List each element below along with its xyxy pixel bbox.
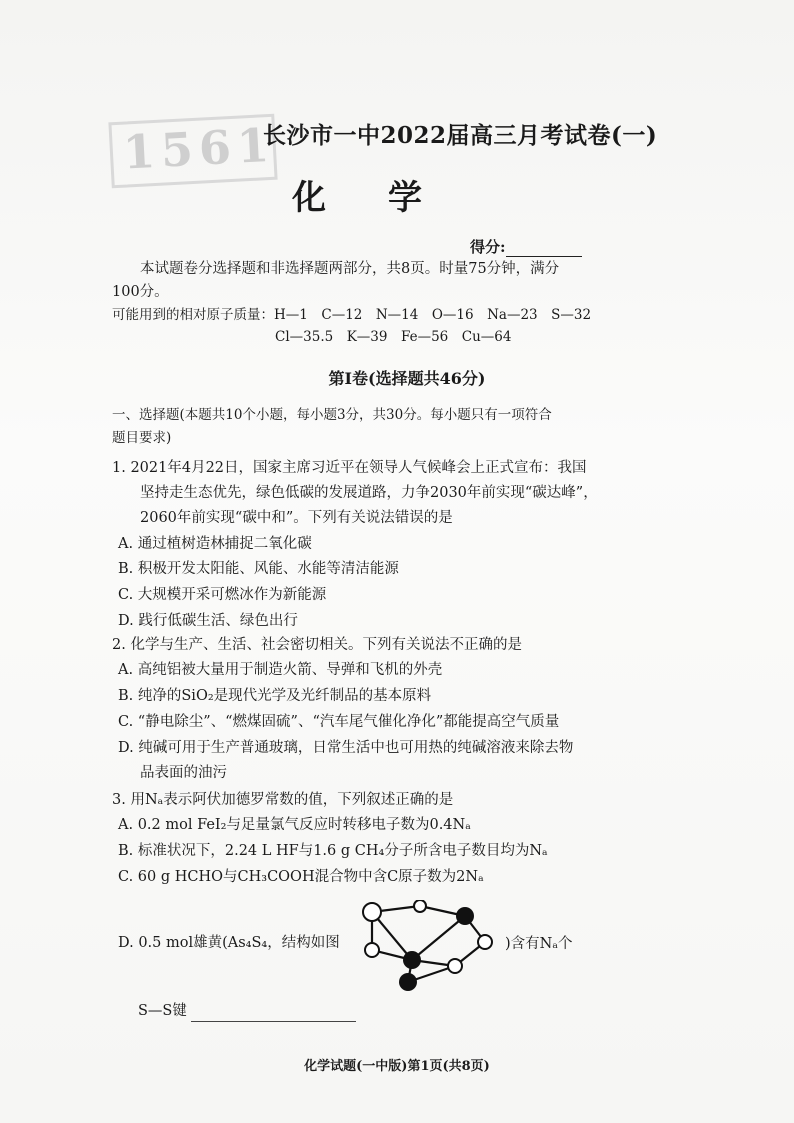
part1-title: 第Ⅰ卷(选择题共46分) (328, 369, 486, 388)
subject-title: 化学 (292, 178, 484, 218)
q2-option-d-cont: 品表面的油污 (140, 765, 227, 781)
q2-option-a: A. 高纯铝被大量用于制造火箭、导弹和飞机的外壳 (118, 662, 443, 678)
q3-option-d-cont (138, 1000, 728, 1022)
q2-option-d: D. 纯碱可用于生产普通玻璃，日常生活中也可用热的纯碱溶液来除去物 (118, 740, 574, 756)
q1-option-a: A. 通过植树造林捕捉二氧化碳 (118, 536, 312, 552)
q2-stem: 2. 化学与生产、生活、社会密切相关。下列有关说法不正确的是 (112, 637, 522, 653)
score-field (470, 236, 582, 257)
q1-stem-1: 1. 2021年4月22日，国家主席习近平在领导人气候峰会上正式宣布：我国 (112, 460, 587, 476)
page-footer: 化学试题(一中版)第1页(共8页) (304, 1059, 490, 1074)
q3-option-d-cont-text: S—S键 (138, 1003, 187, 1019)
section-heading-cont: 题目要求) (112, 430, 172, 446)
q3-option-d-suffix: )含有Nₐ个 (505, 936, 573, 952)
score-label: 得分: (470, 238, 506, 256)
faded-stamp: 1561 (108, 114, 277, 189)
q1-stem-3: 2060年前实现“碳中和”。下列有关说法错误的是 (140, 510, 453, 526)
q3-stem: 3. 用Nₐ表示阿伏加德罗常数的值，下列叙述正确的是 (112, 792, 454, 808)
section-heading: 一、选择题(本题共10个小题，每小题3分，共30分。每小题只有一项符合 (112, 407, 552, 423)
q3-option-b: B. 标准状况下，2.24 L HF与1.6 g CH₄分子所含电子数目均为Nₐ (118, 843, 548, 859)
atomic-masses: 可能用到的相对原子质量：H—1 C—12 N—14 O—16 Na—23 S—32 (112, 307, 592, 323)
q1-option-b: B. 积极开发太阳能、风能、水能等清洁能源 (118, 561, 399, 577)
q3-option-a: A. 0.2 mol FeI₂与足量氯气反应时转移电子数为0.4Nₐ (118, 817, 471, 833)
intro-line-2: 100分。 (112, 284, 169, 300)
q2-option-b: B. 纯净的SiO₂是现代光学及光纤制品的基本原料 (118, 688, 432, 704)
intro-line-1: 本试题卷分选择题和非选择题两部分，共8页。时量75分钟，满分 (140, 261, 560, 277)
q3-option-c: C. 60 g HCHO与CH₃COOH混合物中含C原子数为2Nₐ (118, 869, 484, 885)
atomic-masses-cont: Cl—35.5 K—39 Fe—56 Cu—64 (275, 329, 512, 345)
realgar-structure-diagram (350, 900, 500, 995)
q2-option-c: C. “静电除尘”、“燃煤固硫”、“汽车尾气催化净化”都能提高空气质量 (118, 714, 560, 730)
q1-option-c: C. 大规模开采可燃冰作为新能源 (118, 587, 327, 603)
q3-option-d: D. 0.5 mol雄黄(As₄S₄，结构如图 (118, 935, 340, 951)
q1-stem-2: 坚持走生态优先，绿色低碳的发展道路，力争2030年前实现“碳达峰”， (140, 485, 598, 501)
answer-blank (191, 1007, 356, 1022)
score-blank (506, 242, 582, 257)
exam-title: 长沙市一中2022届高三月考试卷(一) (263, 122, 658, 149)
q1-option-d: D. 践行低碳生活、绿色出行 (118, 613, 298, 629)
